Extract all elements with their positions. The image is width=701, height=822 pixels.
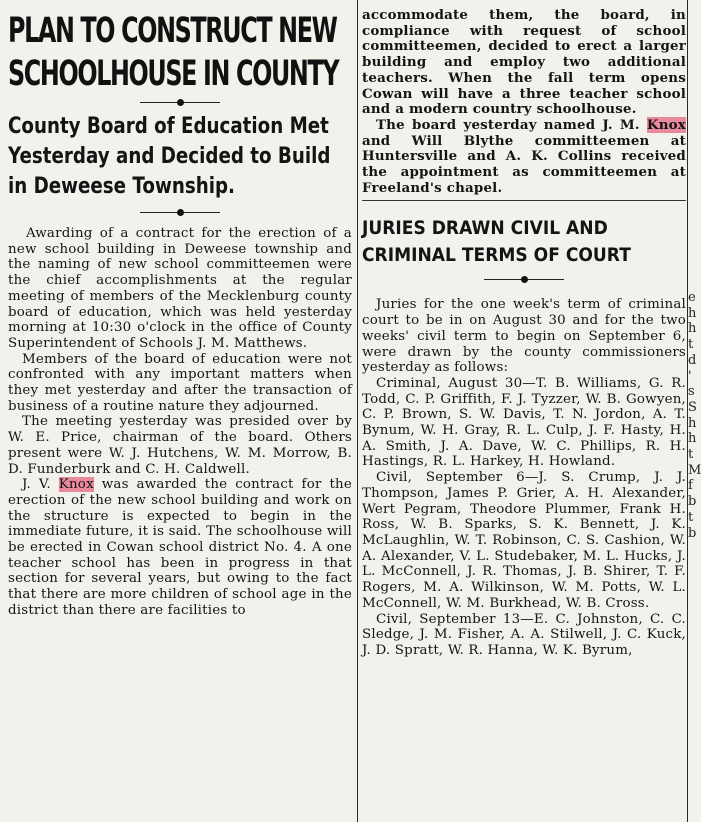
article-headline: PLAN TO CONSTRUCT NEW SCHOOLHOUSE IN COUNTY	[8, 11, 339, 94]
margin-fragment: h	[688, 415, 697, 431]
article-paragraph: The meeting yesterday was presided over by W. E. Price, chairman of the board. Others present were W. J. Hutchens, W. M. Morrow, B. D. Funderburk and C. H. Caldwell.	[8, 414, 352, 477]
margin-fragment: t	[688, 447, 694, 463]
paragraph-text: J. V.	[22, 477, 59, 493]
margin-fragment: '	[688, 368, 692, 384]
margin-fragment: h	[688, 431, 697, 447]
article-paragraph: Members of the board of education were not confronted with any important matters when they met yesterday and after the transaction of business of a routine nature they adjourned.	[8, 351, 352, 414]
section-divider	[140, 96, 220, 108]
highlighted-term: Knox	[646, 116, 686, 133]
article-paragraph	[362, 118, 686, 197]
margin-fragment: h	[688, 321, 697, 337]
section-divider	[140, 206, 220, 218]
article-headline: JURIES DRAWN CIVIL AND CRIMINAL TERMS OF COURT	[362, 217, 631, 267]
margin-fragment: h	[688, 305, 697, 321]
article-paragraph: Juries for the one week's term of criminal court to be in on August 30 and for the two weeks' civil term to begin on September 6, were drawn by the county commissioners yesterday as follows:	[362, 297, 686, 376]
article-paragraph: accommodate them, the board, in compliance with request of school committeemen, decided to erect a larger building and employ two additional teachers. When the fall term opens Cowan will have a three teacher school and a modern country schoolhouse.	[362, 7, 686, 118]
margin-fragment: M	[688, 462, 701, 478]
article-paragraph: Civil, September 6—J. S. Crump, J. J. Thompson, James P. Grier, A. H. Alexander, Wert Pegram, Theodore Plummer, Frank H. Ross, W. B. Sparks, S. K. Bennett, J. K. McLaughlin, W. T. Robinson, C. S. Cashion, W. A. Alexander, V. L. Studebaker, M. L. Hucks, J. L. McConnell, J. R. Thomas, J. B. Shirer, T. F. Rogers, M. A. Wilkinson, W. M. Potts, W. L. McConnell, W. M. Burkhead, W. B. Cross.	[362, 470, 686, 611]
margin-fragment: S	[688, 399, 697, 415]
article-subheadline: County Board of Education Met Yesterday and Decided to Build in Deweese Township.	[8, 114, 331, 199]
article-paragraph: Awarding of a contract for the erection of a new school building in Deweese township and the naming of new school committeemen were the chief accomplishments at the regular meeting of members of the Mecklenburg county board of education, which was held yesterday morning at 10:30 o'clock in the office of County Superintendent of Schools J. M. Matthews.	[8, 226, 352, 351]
column-rule	[357, 0, 358, 822]
left-column	[8, 0, 352, 822]
margin-fragment: b	[688, 525, 697, 541]
margin-fragment: e	[688, 290, 696, 305]
margin-fragment: t	[688, 509, 694, 525]
margin-fragment: t	[688, 337, 694, 353]
article-separator	[362, 200, 686, 201]
highlighted-term: Knox	[58, 477, 94, 493]
margin-fragment: f	[688, 478, 693, 494]
paragraph-text: The board yesterday named J. M.	[376, 116, 647, 133]
paragraph-text: and Will Blythe committeemen at Huntersville and A. K. Collins received the appointment as committeemen at Freeland's chapel.	[362, 132, 686, 196]
section-divider	[484, 273, 564, 285]
article-paragraph: Criminal, August 30—T. B. Williams, G. R. Todd, C. P. Griffith, F. J. Tyzzer, W. B. Gowyen, C. P. Brown, S. W. Davis, T. N. Jordon, A. T. Bynum, W. H. Gray, R. L. Culp, J. F. Hasty, H. A. Smith, J. A. Dave, W. C. Phillips, R. H. Hastings, R. L. Harkey, H. Howland.	[362, 375, 686, 470]
margin-fragment: b	[688, 494, 697, 510]
article-paragraph	[8, 477, 352, 618]
margin-fragment: d	[688, 352, 697, 368]
adjacent-column-fragment	[688, 0, 701, 822]
margin-fragment: s	[688, 384, 695, 400]
article-paragraph: Civil, September 13—E. C. Johnston, C. C. Sledge, J. M. Fisher, A. A. Stilwell, J. C. Kuck, J. D. Spratt, W. R. Hanna, W. K. Byrum,	[362, 611, 686, 658]
right-column	[362, 0, 686, 822]
paragraph-text: was awarded the contract for the erection of the new school building and work on the structure is expected to begin in the immediate future, it is said. The schoolhouse will be erected in Cowan school district No. 4. A one teacher school has been in progress in that section for several years, but owing to the fact that there are more children of school age in the district than there are facilities to	[8, 477, 352, 618]
